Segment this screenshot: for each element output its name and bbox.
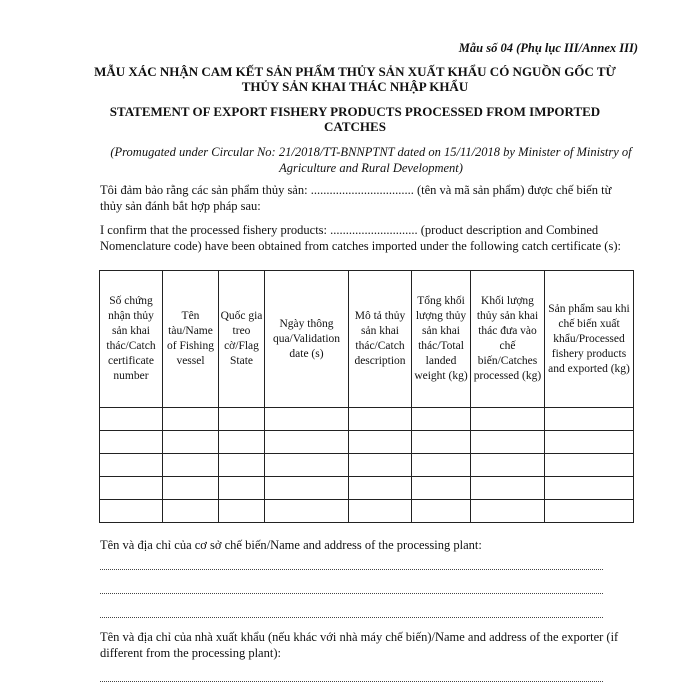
header-processed-products-exported: Sản phẩm sau khi chế biến xuất khẩu/Processed fishery products and exported (kg) (545, 271, 634, 408)
promulgation-note: (Promugated under Circular No: 21/2018/TT-BNNPTNT dated on 15/11/2018 by Minister of Ministry of Agriculture and Rural Development) (110, 145, 632, 175)
table-cell[interactable] (471, 431, 545, 454)
table-cell[interactable] (100, 408, 163, 431)
table-row (100, 431, 634, 454)
header-validation-date: Ngày thông qua/Validation date (s) (265, 271, 349, 408)
header-catch-description: Mô tả thủy sản khai thác/Catch description (349, 271, 412, 408)
table-cell[interactable] (412, 500, 471, 523)
processing-plant-line-3[interactable] (100, 617, 603, 618)
table-cell[interactable] (163, 431, 219, 454)
table-cell[interactable] (163, 454, 219, 477)
table-cell[interactable] (412, 454, 471, 477)
table-cell[interactable] (471, 500, 545, 523)
table-cell[interactable] (100, 454, 163, 477)
confirmation-english: I confirm that the processed fishery products: ............................ (product description and Combined Nomenclature code) have been obtained from catches imported under the following catch certificate (s): (100, 223, 621, 253)
table-cell[interactable] (412, 477, 471, 500)
table-cell[interactable] (265, 431, 349, 454)
table-cell[interactable] (219, 454, 265, 477)
table-cell[interactable] (265, 477, 349, 500)
table-cell[interactable] (412, 431, 471, 454)
table-row (100, 408, 634, 431)
title-english: STATEMENT OF EXPORT FISHERY PRODUCTS PROCESSED FROM IMPORTED CATCHES (109, 104, 601, 134)
table-cell[interactable] (219, 477, 265, 500)
table-cell[interactable] (545, 408, 634, 431)
exporter-line-1[interactable] (100, 681, 603, 682)
table-cell[interactable] (219, 431, 265, 454)
table-cell[interactable] (471, 454, 545, 477)
table-cell[interactable] (545, 431, 634, 454)
table-cell[interactable] (265, 454, 349, 477)
processing-plant-label: Tên và địa chỉ của cơ sở chế biến/Name and address of the processing plant: (100, 538, 482, 552)
title-vietnamese: MẪU XÁC NHẬN CAM KẾT SẢN PHẨM THỦY SẢN XUẤT KHẨU CÓ NGUỒN GỐC TỪ THỦY SẢN KHAI THÁC NHẬP KHẨU (94, 64, 616, 94)
table-cell[interactable] (100, 431, 163, 454)
processing-plant-line-1[interactable] (100, 569, 603, 570)
table-cell[interactable] (349, 454, 412, 477)
table-cell[interactable] (265, 408, 349, 431)
table-cell[interactable] (412, 408, 471, 431)
table-cell[interactable] (100, 500, 163, 523)
table-cell[interactable] (545, 477, 634, 500)
form-number: Mẫu số 04 (Phụ lục III/Annex III) (458, 41, 638, 55)
table-cell[interactable] (349, 408, 412, 431)
table-cell[interactable] (163, 500, 219, 523)
header-catches-processed: Khối lượng thủy sản khai thác đưa vào chế biến/Catches processed (kg) (471, 271, 545, 408)
header-vessel-name: Tên tàu/Name of Fishing vessel (163, 271, 219, 408)
processing-plant-line-2[interactable] (100, 593, 603, 594)
table-cell[interactable] (545, 500, 634, 523)
table-row (100, 500, 634, 523)
exporter-label: Tên và địa chỉ của nhà xuất khẩu (nếu khác với nhà máy chế biến)/Name and address of the exporter (if different from the processing plant): (100, 630, 619, 660)
table-cell[interactable] (219, 500, 265, 523)
table-cell[interactable] (471, 477, 545, 500)
header-flag-state: Quốc gia treo cờ/Flag State (219, 271, 265, 408)
table-cell[interactable] (349, 477, 412, 500)
table-cell[interactable] (100, 477, 163, 500)
catch-certificate-table (99, 270, 634, 523)
confirmation-vietnamese: Tôi đảm bảo rằng các sản phẩm thủy sản: ................................. (tên và mã sản phẩm) được chế biến từ thủy sản đánh bắt hợp pháp sau: (100, 183, 612, 213)
header-total-landed-weight: Tổng khối lượng thủy sản khai thác/Total landed weight (kg) (412, 271, 471, 408)
table-cell[interactable] (163, 408, 219, 431)
table-header-row (100, 271, 634, 408)
table-row (100, 454, 634, 477)
table-cell[interactable] (349, 500, 412, 523)
table-cell[interactable] (163, 477, 219, 500)
table-cell[interactable] (219, 408, 265, 431)
table-cell[interactable] (471, 408, 545, 431)
table-cell[interactable] (545, 454, 634, 477)
table-cell[interactable] (349, 431, 412, 454)
table-cell[interactable] (265, 500, 349, 523)
table-row (100, 477, 634, 500)
header-certificate-number: Số chứng nhận thủy sản khai thác/Catch certificate number (100, 271, 163, 408)
